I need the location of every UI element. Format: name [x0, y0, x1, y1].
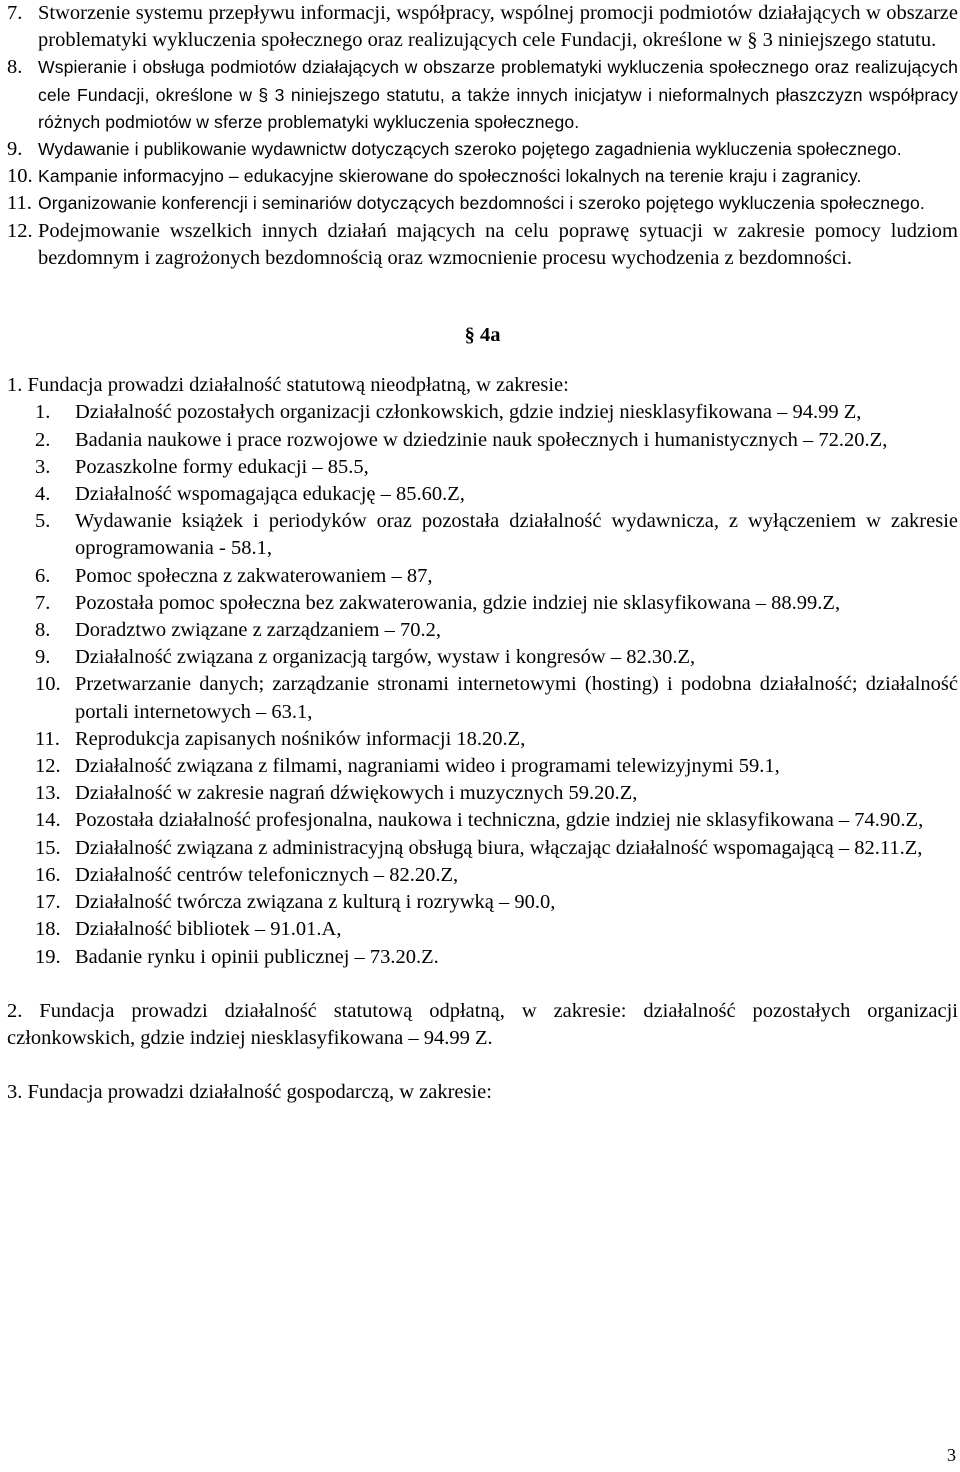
list-item	[7, 590, 958, 617]
item-text: Wydawanie książek i periodyków oraz pozostała działalność wydawnicza, z wyłączeniem w zakresie oprogramowania - 58.1,	[75, 510, 958, 560]
item-number: 8.	[7, 56, 23, 79]
list-item	[7, 753, 958, 780]
point-1-intro: 1. Fundacja prowadzi działalność statutową nieodpłatną, w zakresie:	[7, 374, 569, 397]
item-text: Pozostała pomoc społeczna bez zakwaterowania, gdzie indziej nie sklasyfikowana – 88.99.Z,	[75, 591, 841, 614]
item-number: 6.	[35, 564, 51, 587]
item-text: Badanie rynku i opinii publicznej – 73.20.Z.	[75, 945, 439, 968]
list-item	[7, 780, 958, 807]
item-text: Działalność związana z administracyjną obsługą biura, włączając działalność wspomagającą – 82.11.Z,	[75, 836, 923, 859]
item-number: 7.	[7, 2, 23, 24]
list-item	[7, 427, 958, 454]
list-item	[7, 889, 958, 916]
item-number: 10.	[35, 673, 61, 696]
item-text: Działalność związana z filmami, nagraniami wideo i programami telewizyjnymi 59.1,	[75, 755, 780, 778]
item-text: Działalność pozostałych organizacji członkowskich, gdzie indziej niesklasyfikowana – 94.99 Z,	[75, 401, 862, 424]
item-text: Pomoc społeczna z zakwaterowaniem – 87,	[75, 564, 433, 587]
item-number: 17.	[35, 891, 61, 914]
section-title: § 4a	[464, 324, 501, 347]
list-item	[7, 481, 958, 508]
item-text: Działalność twórcza związana z kulturą i rozrywką – 90.0,	[75, 891, 556, 914]
item-text: Pozostała działalność profesjonalna, naukowa i techniczna, gdzie indziej nie sklasyfikowana – 74.90.Z,	[75, 809, 924, 832]
list-item	[7, 644, 958, 671]
list-item	[7, 807, 958, 834]
list-item	[7, 671, 958, 725]
list-item	[7, 163, 958, 190]
point-3-paragraph: 3. Fundacja prowadzi działalność gospodarczą, w zakresie:	[7, 1081, 492, 1104]
item-number: 18.	[35, 918, 61, 941]
item-text: Pozaszkolne formy edukacji – 85.5,	[75, 455, 369, 478]
item-number: 7.	[35, 591, 51, 614]
item-number: 12.	[7, 219, 33, 242]
item-text: Działalność związana z organizacją targów, wystaw i kongresów – 82.30.Z,	[75, 646, 696, 669]
item-text: Wspieranie i obsługa podmiotów działających w obszarze problematyki wykluczenia społecznego oraz realizujących cele Fundacji, określone w § 3 niniejszego statutu, a także innych inicjatyw i nieformalnych płaszczyzn współpracy różnych podmiotów w sferze problematyki wykluczenia społecznego.	[38, 57, 958, 132]
item-number: 19.	[35, 945, 61, 968]
item-number: 11.	[35, 727, 60, 750]
goals-list	[7, 0, 958, 272]
list-item	[7, 617, 958, 644]
item-number: 12.	[35, 755, 61, 778]
list-item	[7, 508, 958, 562]
item-number: 15.	[35, 836, 61, 859]
item-text: Stworzenie systemu przepływu informacji, współpracy, wspólnej promocji podmiotów działających w obszarze problematyki wykluczenia społecznego oraz realizujących cele Fundacji, określone w § 3 niniejszego statutu.	[38, 2, 958, 52]
list-item	[7, 54, 958, 136]
item-number: 11.	[7, 192, 32, 215]
item-text: Podejmowanie wszelkich innych działań mających na celu poprawę sytuacji w zakresie pomocy ludziom bezdomnym i zagrożonych bezdomnością oraz wzmocnienie procesu wychodzenia z bezdomności.	[38, 219, 958, 269]
list-item	[7, 0, 958, 54]
item-text: Organizowanie konferencji i seminariów dotyczących bezdomności i szeroko pojętego wykluczenia społecznego.	[38, 193, 925, 214]
point-2-paragraph: 2. Fundacja prowadzi działalność statutową odpłatną, w zakresie: działalność pozostałych organizacji członkowskich, gdzie indziej niesklasyfikowana – 94.99 Z.	[7, 999, 958, 1049]
item-text: Przetwarzanie danych; zarządzanie stronami internetowymi (hosting) i podobna działalność; działalność portali internetowych – 63.1,	[75, 673, 958, 723]
item-number: 3.	[35, 455, 51, 478]
list-item	[7, 835, 958, 862]
activities-list	[7, 399, 958, 970]
list-item	[7, 726, 958, 753]
list-item	[7, 454, 958, 481]
item-text: Działalność w zakresie nagrań dźwiękowych i muzycznych 59.20.Z,	[75, 782, 638, 805]
item-number: 1.	[35, 401, 51, 424]
page-number: 3	[947, 1445, 956, 1465]
item-number: 13.	[35, 782, 61, 805]
item-text: Doradztwo związane z zarządzaniem – 70.2,	[75, 619, 441, 642]
document-page	[7, 0, 958, 1106]
item-text: Kampanie informacyjno – edukacyjne skierowane do społeczności lokalnych na terenie kraju i zagranicy.	[38, 166, 862, 187]
item-text: Reprodukcja zapisanych nośników informacji 18.20.Z,	[75, 727, 526, 750]
item-number: 9.	[7, 138, 23, 161]
item-text: Działalność bibliotek – 91.01.A,	[75, 918, 342, 941]
item-number: 14.	[35, 809, 61, 832]
list-item	[7, 190, 958, 217]
item-number: 5.	[35, 510, 51, 533]
list-item	[7, 218, 958, 272]
item-number: 9.	[35, 646, 51, 669]
list-item	[7, 916, 958, 943]
list-item	[7, 399, 958, 426]
list-item	[7, 862, 958, 889]
item-number: 10.	[7, 165, 33, 188]
item-text: Badania naukowe i prace rozwojowe w dziedzinie nauk społecznych i humanistycznych – 72.20.Z,	[75, 428, 888, 451]
list-item	[7, 944, 958, 971]
list-item	[7, 563, 958, 590]
item-number: 8.	[35, 619, 51, 642]
item-text: Wydawanie i publikowanie wydawnictw dotyczących szeroko pojętego zagadnienia wykluczenia społecznego.	[38, 139, 902, 160]
item-text: Działalność wspomagająca edukację – 85.60.Z,	[75, 483, 465, 506]
item-number: 2.	[35, 428, 51, 451]
list-item	[7, 136, 958, 163]
item-number: 4.	[35, 483, 51, 506]
item-number: 16.	[35, 863, 61, 886]
item-text: Działalność centrów telefonicznych – 82.20.Z,	[75, 863, 459, 886]
